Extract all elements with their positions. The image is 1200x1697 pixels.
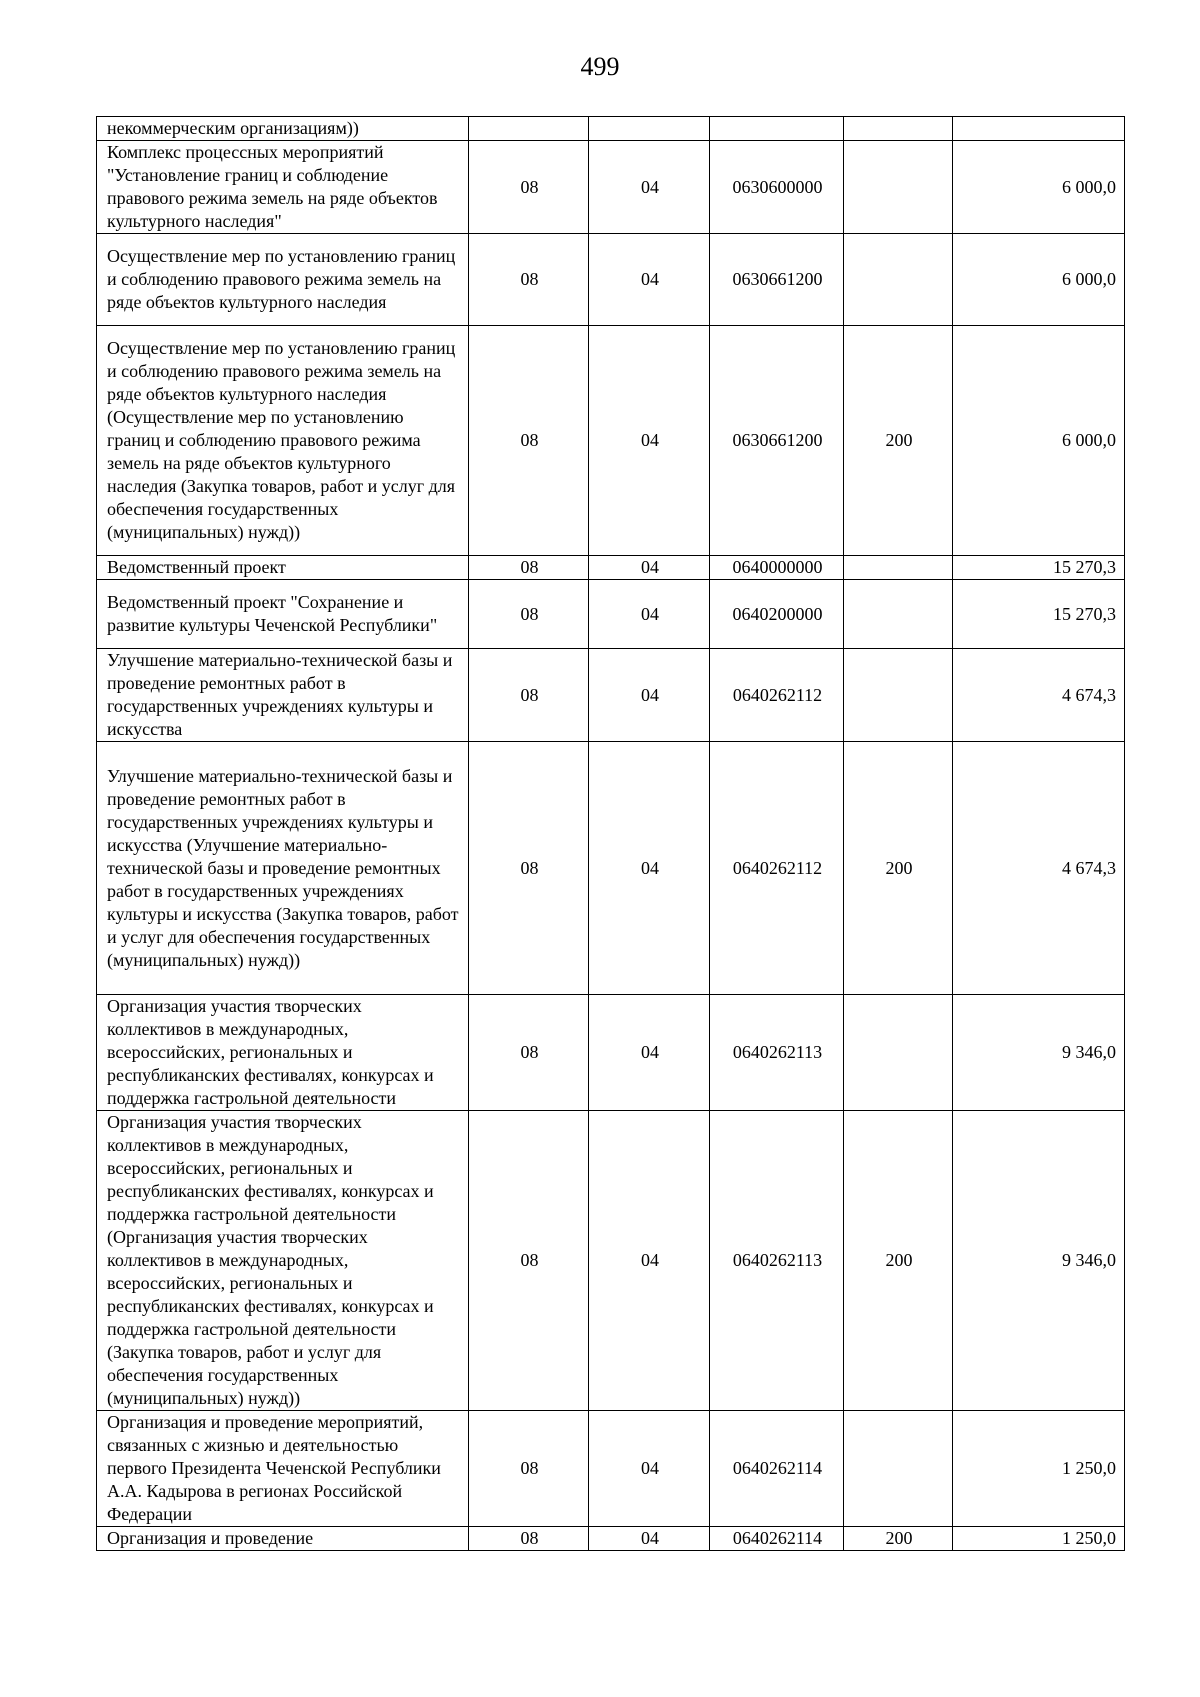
row-target-article: 0630661200 (710, 234, 844, 326)
row-name: Ведомственный проект (97, 556, 469, 580)
row-name: Осуществление мер по установлению границ и соблюдению правового режима земель на ряде объектов культурного наследия (97, 234, 469, 326)
table-row (97, 556, 1125, 580)
table-row (97, 326, 1125, 556)
row-target-article: 0640262113 (710, 995, 844, 1111)
row-expense-type: 200 (844, 742, 953, 995)
row-name: некоммерческим организациям)) (97, 117, 469, 141)
row-sum: 9 346,0 (953, 1111, 1125, 1411)
row-name: Улучшение материально-технической базы и проведение ремонтных работ в государственных учреждениях культуры и искусства (97, 649, 469, 742)
row-sum: 4 674,3 (953, 742, 1125, 995)
row-sum: 1 250,0 (953, 1411, 1125, 1527)
row-section: 08 (469, 326, 589, 556)
row-subsection: 04 (589, 1411, 710, 1527)
row-subsection: 04 (589, 649, 710, 742)
table-row (97, 141, 1125, 234)
row-expense-type: 200 (844, 1111, 953, 1411)
table-row (97, 117, 1125, 141)
page-number: 499 (580, 52, 620, 81)
row-expense-type (844, 580, 953, 649)
row-target-article: 0640262113 (710, 1111, 844, 1411)
row-subsection: 04 (589, 141, 710, 234)
row-section: 08 (469, 1411, 589, 1527)
row-expense-type (844, 234, 953, 326)
row-expense-type (844, 649, 953, 742)
row-section: 08 (469, 234, 589, 326)
row-target-article: 0640262112 (710, 742, 844, 995)
row-section: 08 (469, 1111, 589, 1411)
row-subsection: 04 (589, 326, 710, 556)
row-subsection: 04 (589, 995, 710, 1111)
row-sum: 1 250,0 (953, 1527, 1125, 1551)
table-row (97, 649, 1125, 742)
row-target-article: 0640262114 (710, 1411, 844, 1527)
row-section: 08 (469, 141, 589, 234)
row-target-article: 0640000000 (710, 556, 844, 580)
row-subsection: 04 (589, 742, 710, 995)
table-row (97, 1411, 1125, 1527)
row-section: 08 (469, 1527, 589, 1551)
table-row (97, 234, 1125, 326)
row-target-article: 0630600000 (710, 141, 844, 234)
row-target-article: 0640200000 (710, 580, 844, 649)
row-section: 08 (469, 556, 589, 580)
row-expense-type: 200 (844, 326, 953, 556)
row-name: Комплекс процессных мероприятий "Установление границ и соблюдение правового режима земель на ряде объектов культурного наследия" (97, 141, 469, 234)
row-subsection (589, 117, 710, 141)
row-target-article (710, 117, 844, 141)
row-expense-type: 200 (844, 1527, 953, 1551)
row-subsection: 04 (589, 234, 710, 326)
row-section (469, 117, 589, 141)
row-subsection: 04 (589, 1111, 710, 1411)
row-name: Организация участия творческих коллективов в международных, всероссийских, региональных и республиканских фестивалях, конкурсах и поддержка гастрольной деятельности (Организация участия творческих коллективов в международных, всероссийских, региональных и республиканских фестивалях, конкурсах и поддержка гастрольной деятельности (Закупка товаров, работ и услуг для обеспечения государственных (муниципальных) нужд)) (97, 1111, 469, 1411)
row-sum (953, 117, 1125, 141)
table-row (97, 742, 1125, 995)
row-expense-type (844, 117, 953, 141)
row-sum: 4 674,3 (953, 649, 1125, 742)
row-section: 08 (469, 580, 589, 649)
row-name: Организация и проведение (97, 1527, 469, 1551)
row-name: Организация участия творческих коллективов в международных, всероссийских, региональных и республиканских фестивалях, конкурсах и поддержка гастрольной деятельности (97, 995, 469, 1111)
row-sum: 15 270,3 (953, 556, 1125, 580)
row-name: Улучшение материально-технической базы и проведение ремонтных работ в государственных учреждениях культуры и искусства (Улучшение материально-технической базы и проведение ремонтных работ в государственных учреждениях культуры и искусства (Закупка товаров, работ и услуг для обеспечения государственных (муниципальных) нужд)) (97, 742, 469, 995)
table-row (97, 1527, 1125, 1551)
row-sum: 6 000,0 (953, 326, 1125, 556)
row-subsection: 04 (589, 580, 710, 649)
row-section: 08 (469, 742, 589, 995)
row-subsection: 04 (589, 556, 710, 580)
row-name: Ведомственный проект "Сохранение и развитие культуры Чеченской Республики" (97, 580, 469, 649)
table-row (97, 1111, 1125, 1411)
row-sum: 9 346,0 (953, 995, 1125, 1111)
row-target-article: 0640262114 (710, 1527, 844, 1551)
row-sum: 6 000,0 (953, 141, 1125, 234)
table-row (97, 995, 1125, 1111)
row-expense-type (844, 556, 953, 580)
row-section: 08 (469, 995, 589, 1111)
table-row (97, 580, 1125, 649)
row-sum: 15 270,3 (953, 580, 1125, 649)
row-name: Организация и проведение мероприятий, связанных с жизнью и деятельностью первого Президента Чеченской Республики А.А. Кадырова в регионах Российской Федерации (97, 1411, 469, 1527)
budget-table (96, 116, 1125, 1551)
row-subsection: 04 (589, 1527, 710, 1551)
row-expense-type (844, 1411, 953, 1527)
row-name: Осуществление мер по установлению границ и соблюдению правового режима земель на ряде объектов культурного наследия (Осуществление мер по установлению границ и соблюдению правового режима земель на ряде объектов культурного наследия (Закупка товаров, работ и услуг для обеспечения государственных (муниципальных) нужд)) (97, 326, 469, 556)
row-section: 08 (469, 649, 589, 742)
row-target-article: 0640262112 (710, 649, 844, 742)
row-expense-type (844, 995, 953, 1111)
row-sum: 6 000,0 (953, 234, 1125, 326)
table-body (97, 117, 1125, 1551)
row-target-article: 0630661200 (710, 326, 844, 556)
row-expense-type (844, 141, 953, 234)
